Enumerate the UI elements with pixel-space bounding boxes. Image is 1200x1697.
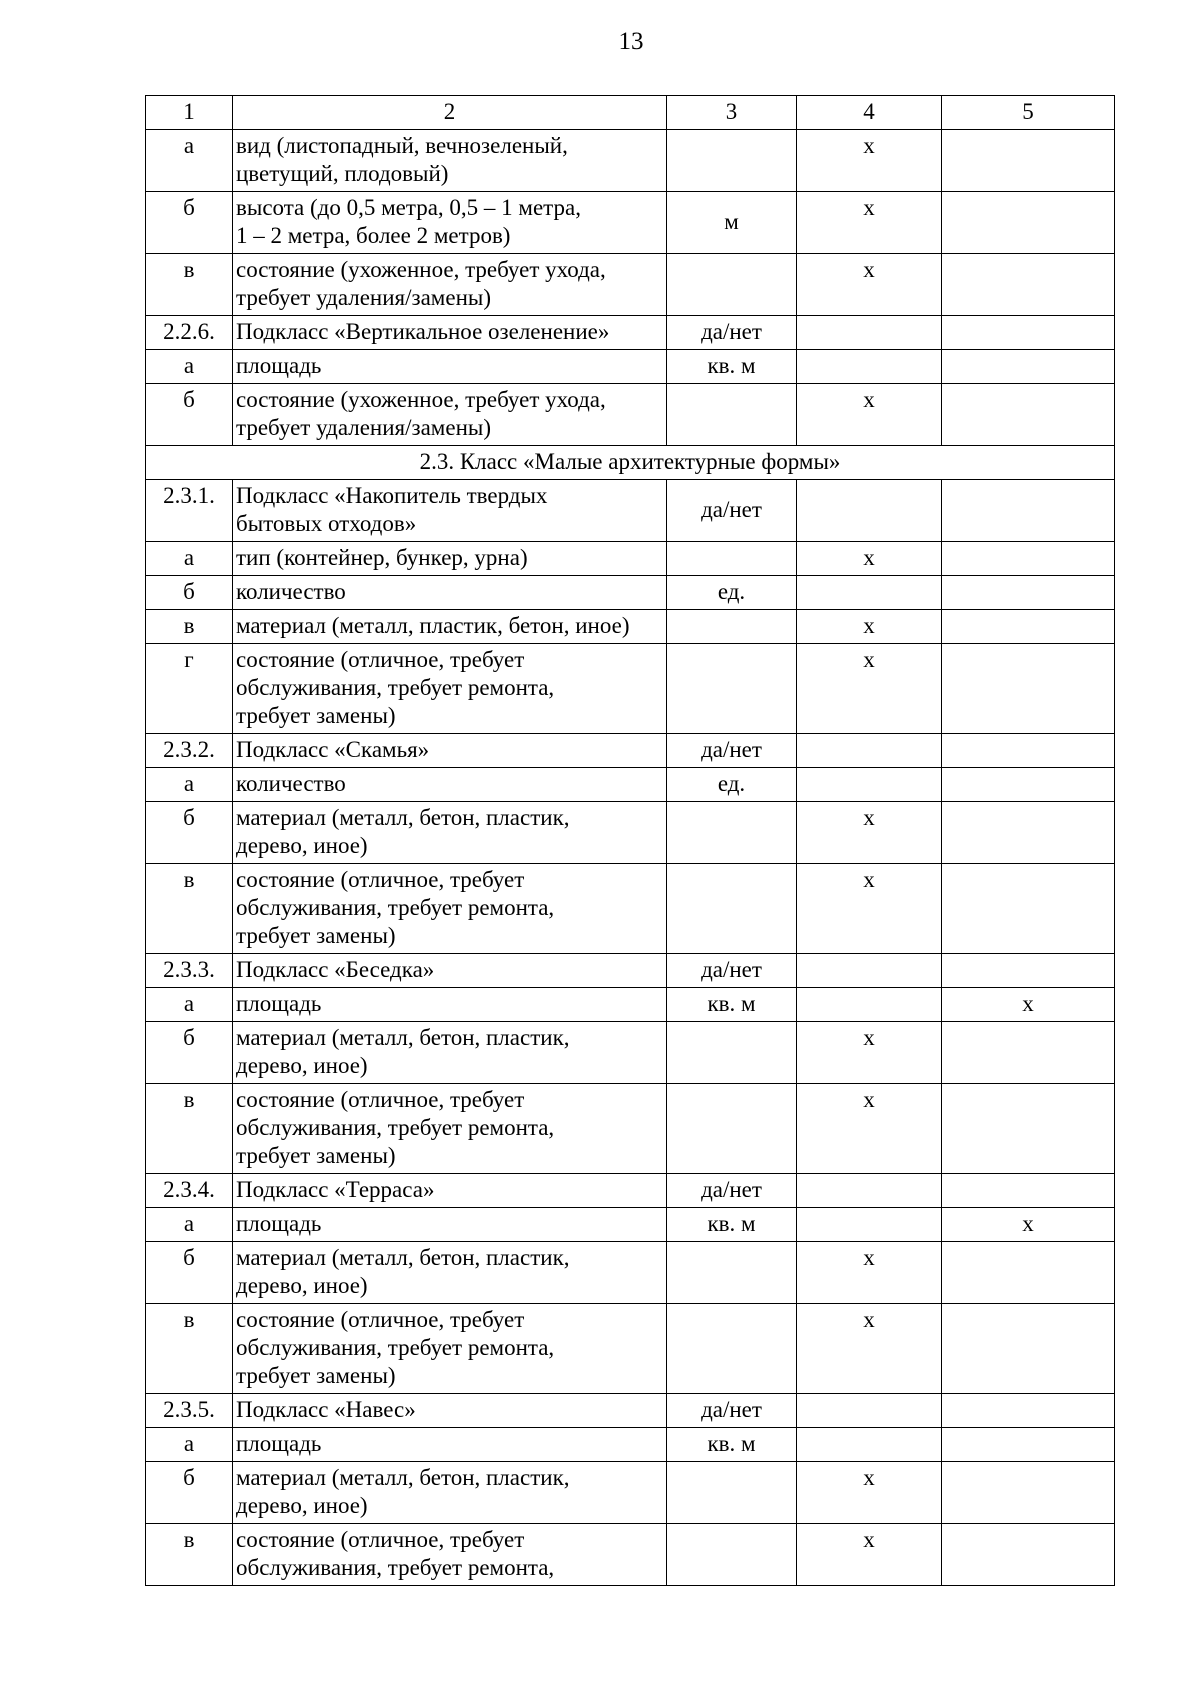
row-number-cell: б — [146, 1462, 233, 1524]
row-col4-cell: х — [797, 1462, 942, 1524]
table-row — [146, 1208, 1115, 1242]
row-col4-cell — [797, 1394, 942, 1428]
row-number-cell: 2.3.3. — [146, 954, 233, 988]
row-number-cell: в — [146, 1084, 233, 1174]
row-name-cell: материал (металл, пластик, бетон, иное) — [233, 610, 667, 644]
inspection-table — [145, 95, 1115, 1586]
row-name-cell: площадь — [233, 350, 667, 384]
row-col5-cell — [942, 768, 1115, 802]
row-number-cell: 2.3.5. — [146, 1394, 233, 1428]
row-number-cell: г — [146, 644, 233, 734]
row-name-cell: количество — [233, 768, 667, 802]
row-name-cell: количество — [233, 576, 667, 610]
table-row — [146, 350, 1115, 384]
row-name-cell: площадь — [233, 1428, 667, 1462]
row-col4-cell: х — [797, 1524, 942, 1586]
row-col5-cell — [942, 130, 1115, 192]
row-unit-cell: м — [667, 192, 797, 254]
row-col5-cell — [942, 864, 1115, 954]
row-unit-cell — [667, 254, 797, 316]
row-number-cell: б — [146, 1242, 233, 1304]
row-unit-cell: да/нет — [667, 954, 797, 988]
table-row — [146, 1174, 1115, 1208]
table-row — [146, 954, 1115, 988]
row-col4-cell: х — [797, 644, 942, 734]
row-name-cell: материал (металл, бетон, пластик, дерево, иное) — [233, 1462, 667, 1524]
row-name-cell: тип (контейнер, бункер, урна) — [233, 542, 667, 576]
table-row — [146, 644, 1115, 734]
row-number-cell: б — [146, 1022, 233, 1084]
row-name-cell: материал (металл, бетон, пластик, дерево, иное) — [233, 1022, 667, 1084]
row-col4-cell — [797, 576, 942, 610]
row-unit-cell — [667, 1462, 797, 1524]
table-row — [146, 734, 1115, 768]
row-col5-cell — [942, 954, 1115, 988]
row-name-cell: состояние (отличное, требует обслуживания, требует ремонта, требует замены) — [233, 1084, 667, 1174]
table-row — [146, 542, 1115, 576]
row-unit-cell — [667, 802, 797, 864]
row-col4-cell — [797, 316, 942, 350]
row-unit-cell: кв. м — [667, 1208, 797, 1242]
row-col5-cell — [942, 576, 1115, 610]
row-col4-cell — [797, 480, 942, 542]
row-number-cell: а — [146, 988, 233, 1022]
row-name-cell: Подкласс «Накопитель твердых бытовых отходов» — [233, 480, 667, 542]
row-name-cell: состояние (отличное, требует обслуживания, требует ремонта, требует замены) — [233, 864, 667, 954]
row-name-cell: состояние (ухоженное, требует ухода, требует удаления/замены) — [233, 384, 667, 446]
row-unit-cell: да/нет — [667, 1174, 797, 1208]
row-unit-cell — [667, 384, 797, 446]
row-col5-cell — [942, 192, 1115, 254]
section-heading-row — [146, 446, 1115, 480]
row-name-cell: Подкласс «Беседка» — [233, 954, 667, 988]
table-row — [146, 610, 1115, 644]
row-unit-cell — [667, 610, 797, 644]
table-row — [146, 384, 1115, 446]
row-unit-cell: ед. — [667, 768, 797, 802]
row-col4-cell: х — [797, 802, 942, 864]
row-number-cell: в — [146, 1304, 233, 1394]
row-col4-cell: х — [797, 542, 942, 576]
row-number-cell: в — [146, 610, 233, 644]
row-col4-cell: х — [797, 1242, 942, 1304]
row-name-cell: Подкласс «Терраса» — [233, 1174, 667, 1208]
row-col5-cell — [942, 480, 1115, 542]
row-number-cell: 2.3.4. — [146, 1174, 233, 1208]
row-name-cell: состояние (отличное, требует обслуживания, требует ремонта, — [233, 1524, 667, 1586]
header-cell-4: 4 — [797, 96, 942, 130]
table-body — [146, 96, 1115, 1586]
table-row — [146, 316, 1115, 350]
row-unit-cell: кв. м — [667, 350, 797, 384]
row-col5-cell — [942, 1428, 1115, 1462]
row-unit-cell — [667, 542, 797, 576]
row-number-cell: 2.3.2. — [146, 734, 233, 768]
row-col5-cell — [942, 802, 1115, 864]
table-row — [146, 768, 1115, 802]
row-col5-cell — [942, 542, 1115, 576]
row-number-cell: а — [146, 1428, 233, 1462]
table-header-row — [146, 96, 1115, 130]
row-col5-cell — [942, 384, 1115, 446]
row-col5-cell — [942, 1174, 1115, 1208]
row-col5-cell — [942, 734, 1115, 768]
section-heading: 2.3. Класс «Малые архитектурные формы» — [146, 446, 1115, 480]
table-row — [146, 864, 1115, 954]
row-col4-cell — [797, 988, 942, 1022]
table-row — [146, 192, 1115, 254]
table-row — [146, 1022, 1115, 1084]
row-number-cell: в — [146, 1524, 233, 1586]
row-number-cell: а — [146, 542, 233, 576]
row-col4-cell — [797, 1208, 942, 1242]
row-col5-cell: х — [942, 1208, 1115, 1242]
row-name-cell: состояние (отличное, требует обслуживания, требует ремонта, требует замены) — [233, 644, 667, 734]
row-col4-cell — [797, 954, 942, 988]
row-unit-cell: ед. — [667, 576, 797, 610]
row-unit-cell: кв. м — [667, 1428, 797, 1462]
row-unit-cell — [667, 1022, 797, 1084]
row-unit-cell — [667, 1524, 797, 1586]
row-unit-cell: да/нет — [667, 1394, 797, 1428]
table-row — [146, 254, 1115, 316]
row-col5-cell — [942, 1304, 1115, 1394]
row-name-cell: Подкласс «Вертикальное озеленение» — [233, 316, 667, 350]
row-col4-cell — [797, 768, 942, 802]
row-col4-cell — [797, 350, 942, 384]
row-number-cell: б — [146, 192, 233, 254]
row-col5-cell — [942, 644, 1115, 734]
row-number-cell: в — [146, 864, 233, 954]
table-row — [146, 1394, 1115, 1428]
row-number-cell: в — [146, 254, 233, 316]
table-row — [146, 1304, 1115, 1394]
header-cell-2: 2 — [233, 96, 667, 130]
row-unit-cell — [667, 1304, 797, 1394]
row-number-cell: а — [146, 768, 233, 802]
row-name-cell: состояние (отличное, требует обслуживания, требует ремонта, требует замены) — [233, 1304, 667, 1394]
row-col5-cell — [942, 1524, 1115, 1586]
row-name-cell: вид (листопадный, вечнозеленый, цветущий, плодовый) — [233, 130, 667, 192]
header-cell-3: 3 — [667, 96, 797, 130]
row-col4-cell — [797, 1174, 942, 1208]
row-col5-cell — [942, 610, 1115, 644]
row-unit-cell — [667, 1084, 797, 1174]
row-number-cell: а — [146, 1208, 233, 1242]
row-number-cell: а — [146, 130, 233, 192]
row-col4-cell — [797, 1428, 942, 1462]
row-col5-cell — [942, 254, 1115, 316]
table-row — [146, 130, 1115, 192]
row-unit-cell: да/нет — [667, 316, 797, 350]
header-cell-5: 5 — [942, 96, 1115, 130]
row-col4-cell: х — [797, 130, 942, 192]
page-number: 13 — [618, 28, 644, 55]
row-col4-cell: х — [797, 1084, 942, 1174]
table-row — [146, 988, 1115, 1022]
row-number-cell: б — [146, 802, 233, 864]
row-col5-cell: х — [942, 988, 1115, 1022]
row-name-cell: высота (до 0,5 метра, 0,5 – 1 метра, 1 – 2 метра, более 2 метров) — [233, 192, 667, 254]
row-col4-cell — [797, 734, 942, 768]
row-col4-cell: х — [797, 1022, 942, 1084]
row-col4-cell: х — [797, 384, 942, 446]
row-col4-cell: х — [797, 610, 942, 644]
row-number-cell: а — [146, 350, 233, 384]
row-unit-cell: да/нет — [667, 734, 797, 768]
row-number-cell: 2.2.6. — [146, 316, 233, 350]
row-col5-cell — [942, 1084, 1115, 1174]
row-col4-cell: х — [797, 864, 942, 954]
row-number-cell: 2.3.1. — [146, 480, 233, 542]
row-number-cell: б — [146, 576, 233, 610]
row-col4-cell: х — [797, 192, 942, 254]
row-name-cell: Подкласс «Навес» — [233, 1394, 667, 1428]
table-row — [146, 1524, 1115, 1586]
table-row — [146, 480, 1115, 542]
row-col5-cell — [942, 350, 1115, 384]
row-col5-cell — [942, 1022, 1115, 1084]
table-row — [146, 1084, 1115, 1174]
row-number-cell: б — [146, 384, 233, 446]
table-row — [146, 802, 1115, 864]
row-col4-cell: х — [797, 1304, 942, 1394]
row-name-cell: материал (металл, бетон, пластик, дерево, иное) — [233, 1242, 667, 1304]
row-name-cell: материал (металл, бетон, пластик, дерево, иное) — [233, 802, 667, 864]
row-col5-cell — [942, 1462, 1115, 1524]
row-col5-cell — [942, 1242, 1115, 1304]
table-row — [146, 1462, 1115, 1524]
table-row — [146, 1428, 1115, 1462]
table-row — [146, 576, 1115, 610]
header-cell-1: 1 — [146, 96, 233, 130]
row-unit-cell: кв. м — [667, 988, 797, 1022]
table-row — [146, 1242, 1115, 1304]
row-unit-cell: да/нет — [667, 480, 797, 542]
row-name-cell: площадь — [233, 988, 667, 1022]
row-col4-cell: х — [797, 254, 942, 316]
row-name-cell: Подкласс «Скамья» — [233, 734, 667, 768]
row-name-cell: состояние (ухоженное, требует ухода, требует удаления/замены) — [233, 254, 667, 316]
row-unit-cell — [667, 130, 797, 192]
row-col5-cell — [942, 316, 1115, 350]
row-unit-cell — [667, 864, 797, 954]
row-unit-cell — [667, 644, 797, 734]
row-unit-cell — [667, 1242, 797, 1304]
row-col5-cell — [942, 1394, 1115, 1428]
row-name-cell: площадь — [233, 1208, 667, 1242]
